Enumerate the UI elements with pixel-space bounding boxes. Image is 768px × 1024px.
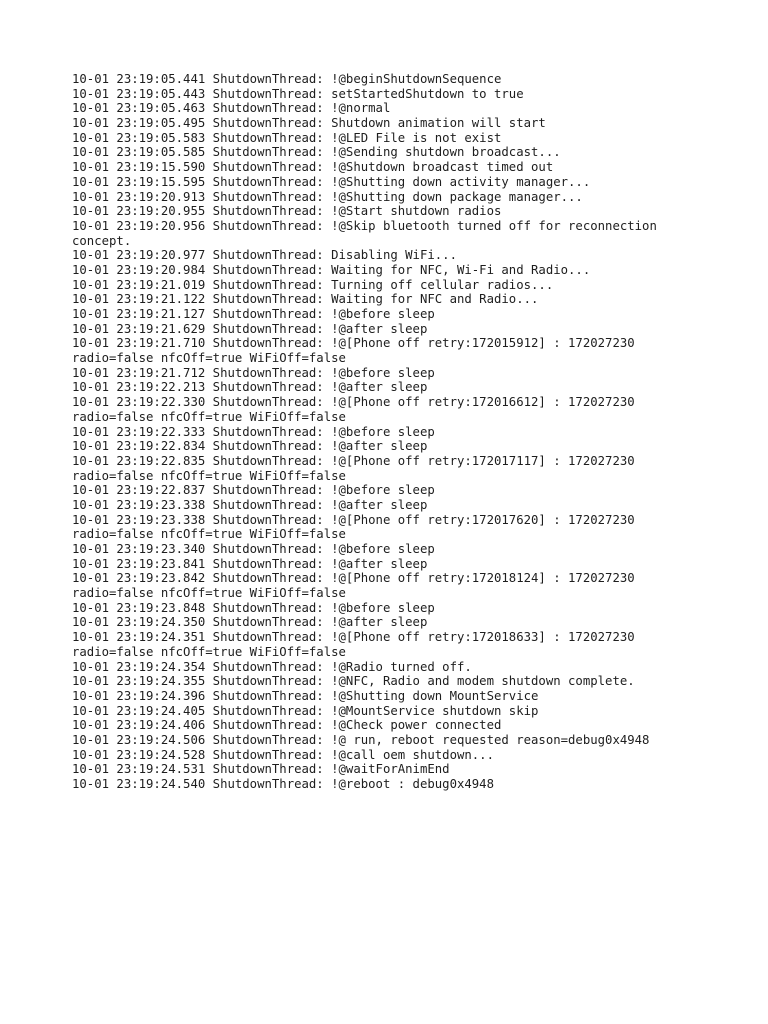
log-line: 10-01 23:19:23.340 ShutdownThread: !@before sleep: [72, 542, 435, 556]
log-line: 10-01 23:19:24.354 ShutdownThread: !@Radio turned off.: [72, 659, 472, 674]
log-line: concept.: [72, 233, 132, 248]
log-line: 10-01 23:19:24.396 ShutdownThread: !@Shutting down MountService: [72, 688, 539, 703]
log-line: 10-01 23:19:05.441 ShutdownThread: !@beginShutdownSequence: [72, 72, 502, 86]
log-line: 10-01 23:19:20.956 ShutdownThread: !@Skip bluetooth turned off for reconnection: [72, 218, 657, 233]
log-line: 10-01 23:19:22.835 ShutdownThread: !@[Phone off retry:172017117] : 172027230: [72, 453, 635, 468]
log-line: 10-01 23:19:24.351 ShutdownThread: !@[Phone off retry:172018633] : 172027230: [72, 630, 635, 645]
log-line: 10-01 23:19:24.540 ShutdownThread: !@reboot : debug0x4948: [72, 777, 494, 791]
log-line: 10-01 23:19:23.338 ShutdownThread: !@[Phone off retry:172017620] : 172027230: [72, 512, 635, 527]
log-line: radio=false nfcOff=true WiFiOff=false: [72, 586, 346, 601]
log-line: 10-01 23:19:21.127 ShutdownThread: !@before sleep: [72, 307, 435, 321]
log-line: 10-01 23:19:23.841 ShutdownThread: !@after sleep: [72, 556, 428, 571]
log-line: 10-01 23:19:22.837 ShutdownThread: !@before sleep: [72, 483, 435, 498]
log-line: radio=false nfcOff=true WiFiOff=false: [72, 351, 346, 366]
log-line: radio=false nfcOff=true WiFiOff=false: [72, 468, 346, 483]
log-line: radio=false nfcOff=true WiFiOff=false: [72, 527, 346, 542]
log-line: 10-01 23:19:21.712 ShutdownThread: !@before sleep: [72, 365, 435, 380]
log-line: 10-01 23:19:24.405 ShutdownThread: !@MountService shutdown skip: [72, 703, 539, 718]
log-line: 10-01 23:19:22.333 ShutdownThread: !@before sleep: [72, 424, 435, 439]
log-line: 10-01 23:19:20.913 ShutdownThread: !@Shutting down package manager...: [72, 189, 583, 204]
log-line: 10-01 23:19:05.583 ShutdownThread: !@LED File is not exist: [72, 130, 502, 145]
log-line: 10-01 23:19:15.595 ShutdownThread: !@Shutting down activity manager...: [72, 174, 591, 189]
log-line: 10-01 23:19:24.528 ShutdownThread: !@call oem shutdown...: [72, 747, 494, 762]
log-line: 10-01 23:19:20.977 ShutdownThread: Disabling WiFi...: [72, 248, 457, 263]
log-line: 10-01 23:19:05.495 ShutdownThread: Shutdown animation will start: [72, 116, 546, 131]
log-line: radio=false nfcOff=true WiFiOff=false: [72, 409, 346, 424]
log-line: 10-01 23:19:24.355 ShutdownThread: !@NFC, Radio and modem shutdown complete.: [72, 674, 635, 689]
log-line: 10-01 23:19:05.585 ShutdownThread: !@Sending shutdown broadcast...: [72, 145, 561, 160]
log-line: 10-01 23:19:23.842 ShutdownThread: !@[Phone off retry:172018124] : 172027230: [72, 571, 635, 586]
log-line: 10-01 23:19:24.531 ShutdownThread: !@waitForAnimEnd: [72, 762, 450, 777]
log-line: 10-01 23:19:22.213 ShutdownThread: !@after sleep: [72, 380, 428, 395]
log-line: 10-01 23:19:20.984 ShutdownThread: Waiting for NFC, Wi-Fi and Radio...: [72, 262, 591, 277]
log-line: 10-01 23:19:21.019 ShutdownThread: Turning off cellular radios...: [72, 277, 554, 292]
log-line: 10-01 23:19:05.443 ShutdownThread: setStartedShutdown to true: [72, 86, 524, 101]
log-line: 10-01 23:19:20.955 ShutdownThread: !@Start shutdown radios: [72, 204, 502, 219]
log-line: 10-01 23:19:22.330 ShutdownThread: !@[Phone off retry:172016612] : 172027230: [72, 395, 635, 410]
log-line: 10-01 23:19:22.834 ShutdownThread: !@after sleep: [72, 439, 428, 454]
log-line: 10-01 23:19:23.338 ShutdownThread: !@after sleep: [72, 497, 428, 512]
log-line: 10-01 23:19:21.122 ShutdownThread: Waiting for NFC and Radio...: [72, 292, 539, 307]
log-line: 10-01 23:19:05.463 ShutdownThread: !@normal: [72, 101, 391, 116]
log-line: 10-01 23:19:23.848 ShutdownThread: !@before sleep: [72, 600, 435, 615]
log-line: 10-01 23:19:15.590 ShutdownThread: !@Shutdown broadcast timed out: [72, 160, 554, 175]
log-line: 10-01 23:19:24.350 ShutdownThread: !@after sleep: [72, 615, 428, 630]
log-line: radio=false nfcOff=true WiFiOff=false: [72, 644, 346, 659]
log-line: 10-01 23:19:24.406 ShutdownThread: !@Check power connected: [72, 718, 502, 733]
log-line: 10-01 23:19:24.506 ShutdownThread: !@ run, reboot requested reason=debug0x4948: [72, 732, 650, 747]
log-line: 10-01 23:19:21.710 ShutdownThread: !@[Phone off retry:172015912] : 172027230: [72, 336, 635, 351]
shutdown-log: [72, 72, 712, 792]
log-line: 10-01 23:19:21.629 ShutdownThread: !@after sleep: [72, 321, 428, 336]
